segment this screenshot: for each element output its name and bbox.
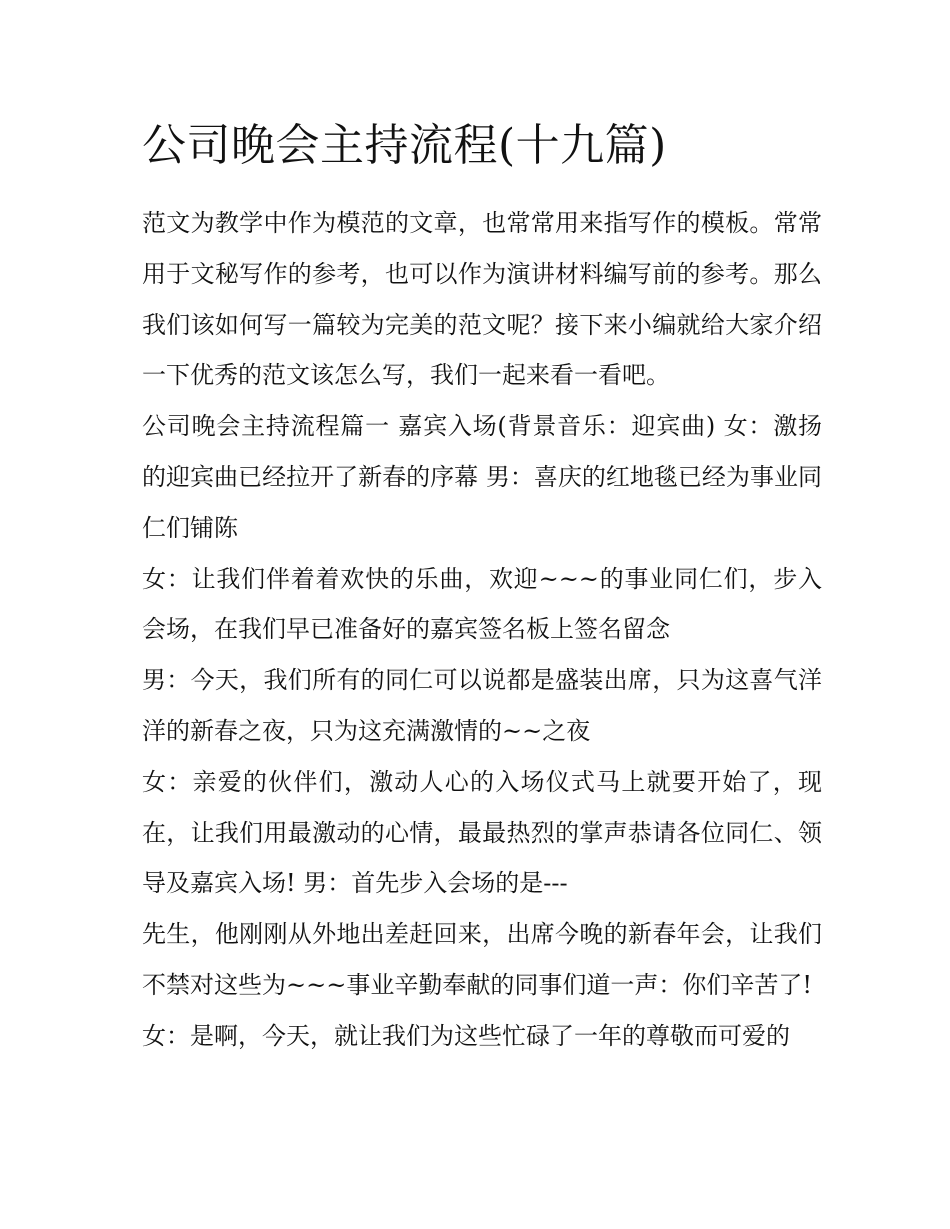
- document-title: 公司晚会主持流程(十九篇): [142, 120, 667, 171]
- document-page: [142, 110, 822, 1062]
- paragraph-female-yes: 女：是啊，今天，就让我们为这些忙碌了一年的尊敬而可爱的: [142, 1021, 790, 1050]
- paragraph-guest-entrance: 公司晚会主持流程篇一 嘉宾入场(背景音乐：迎宾曲) 女：激扬的迎宾曲已经拉开了新春的序幕 男：喜庆的红地毯已经为事业同仁们铺陈: [142, 412, 822, 542]
- paragraph-male-today: 男：今天，我们所有的同仁可以说都是盛装出席，只为这喜气洋洋的新春之夜，只为这充满激情的~~之夜: [142, 666, 822, 745]
- paragraph-intro: 范文为教学中作为模范的文章，也常常用来指写作的模板。常常用于文秘写作的参考，也可以作为演讲材料编写前的参考。那么我们该如何写一篇较为完美的范文呢？接下来小编就给大家介绍一下优秀的范文该怎么写，我们一起来看一看吧。: [142, 209, 822, 390]
- paragraph-mister: 先生，他刚刚从外地出差赶回来，出席今晚的新春年会，让我们不禁对这些为~~~事业辛勤奉献的同事们道一声：你们辛苦了!: [142, 920, 822, 999]
- paragraph-female-welcome: 女：让我们伴着着欢快的乐曲，欢迎~~~的事业同仁们，步入会场，在我们早已准备好的嘉宾签名板上签名留念: [142, 564, 822, 644]
- paragraph-female-partners: 女：亲爱的伙伴们，激动人心的入场仪式马上就要开始了，现在，让我们用最激动的心情，最最热烈的掌声恭请各位同仁、领导及嘉宾入场! 男：首先步入会场的是---: [142, 767, 822, 898]
